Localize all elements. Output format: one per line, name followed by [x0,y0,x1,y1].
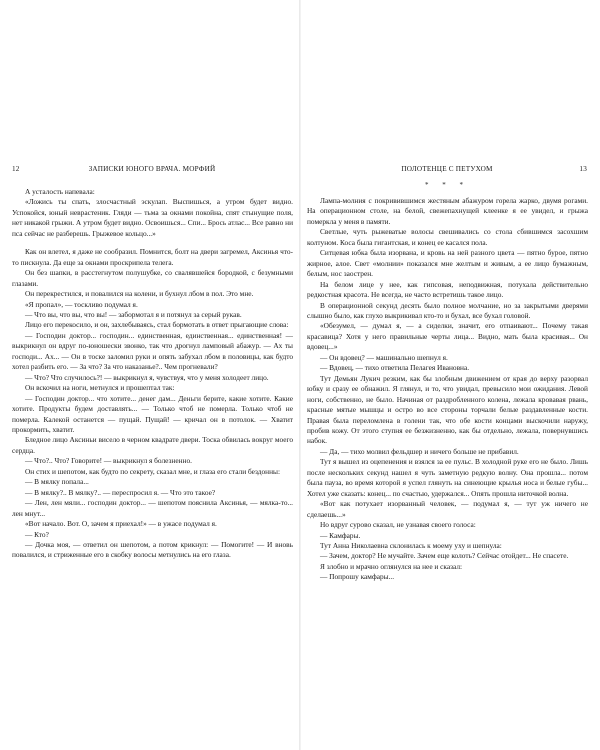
paragraph: Тут Демьян Лукич резким, как бы злобным движением от края до верху разорвал юбку и сразу ее обнажил. Я глянул, и то, что увидал, превысило мои ожидания. Левой ноги, собственно, не было. Начиная от раздробленного колена, лежала кровавая рвань, красные мятые мышцы и остро во все стороны торчали белые раздавленные кости. Правая была переломлена в голени так, что обе кости концами выскочили наружу, пробив кожу. От этого ступня ее безжизненно, как бы отдельно, лежала, повернувшись набок. [307,373,588,446]
paragraph: Тут Анна Николаевна склонилась к моему уху и шепнула: [320,540,502,550]
paragraph: «Обезумел, — думал я, — а сиделки, значит, его отпаивают... Почему такая красавица? Хотя у него правильные черты лица... Видно, мать была красивая... Он вдовец...» [307,321,588,352]
paragraph: — Да, — тихо молвил фельдшер и ничего больше не прибавил. [320,446,519,456]
paragraph: — Вдовец, — тихо ответила Пелагея Ивановна. [320,363,470,373]
paragraph: Он вскочил на ноги, метнулся и прошептал так: [25,383,175,393]
paragraph: Лицо его перекосило, и он, захлебываясь, стал бормотать в ответ прыгающие слова: [25,320,289,330]
paragraph: — Кто? [25,529,49,539]
paragraph: На белом лице у нее, как гипсовая, неподвижная, потухала действительно редкостная красота. Не всегда, не часто встретишь такое лицо. [307,279,588,300]
paragraph: Лампа-молния с покривившимся жестяным абажуром горела жарко, двумя рогами. На операционном столе, на белой, свежепахнущей клеенке я ее увидел, и грыжа померкла у меня в памяти. [307,196,588,226]
right-running-head: ПОЛОТЕНЦЕ С ПЕТУХОМ [401,165,493,173]
paragraph: — Что?.. Что? Говорите! — выкрикнул я болезненно. [25,456,192,466]
right-page-body [307,196,588,583]
paragraph: — В мялку попала... [25,477,89,487]
book-gutter [299,0,301,750]
paragraph: Он перекрестился, и повалился на колени, и бухнул лбом в пол. Это мне. [25,289,254,299]
left-page [12,0,297,750]
left-running-head: ЗАПИСКИ ЮНОГО ВРАЧА. МОРФИЙ [88,165,216,173]
paragraph: Бледное лицо Аксиньи висело в черном квадрате двери. Тоска обвилась вокруг моего сердца. [12,435,293,455]
paragraph: «Я пропал», — тоскливо подумал я. [25,299,138,309]
paragraph: В операционной секунд десять было полное молчание, но за закрытыми дверями слышно было, как глухо выкрикивал кто-то и бухал, все бухал головой. [307,300,588,320]
paragraph: — Господин доктор... что хотите... денег дам... Деньги берите, какие хотите. Какие хотите. Продукты будем доставлять... — Только чтоб не померла. Только чтоб не померла. Калекой останется — пущай. Пущай! — кричал он в потолок. — Хватит прокормить, хватит. [12,393,293,434]
paragraph: Тут я вышел из оцепенения и взялся за ее пульс. В холодной руке его не было. Лишь после нескольких секунд нашел я чуть заметную редкую волну. Она прошла... потом была пауза, во время которой я успел глянуть на синеющие крылья носа и белые губы... Хотел уже сказать: конец... по счастью, удержался... Опять прошла ниточкой волна. [307,457,588,498]
paragraph: Ситцевая юбка была изорвана, и кровь на ней разного цвета — пятно бурое, пятно жирное, алое. Свет «молнии» показался мне желтым и живым, а ее лицо бумажным, белым, нос заострен. [307,248,588,279]
right-page-header [307,165,587,177]
paragraph: — Господин доктор... господин... единственная, единственная... единственная! — выкрикнул он вдруг по-юношески звонко, так что дрогнул ламповый абажур. — Ах ты господи... Ах... — Он в тоске заломил руки и опять забухал лбом в половицы, как будто хотел разбить его. — За что? За что наказанье?.. Чем прогневали? [12,330,293,372]
right-page-number: 13 [579,165,587,173]
paragraph: «Вот начало. Вот. О, зачем я приехал!» — в ужасе подумал я. [25,519,217,529]
paragraph: «Ложись ты спать, злосчастный эскулап. Выспишься, а утром будет видно. Успокойся, юный неврастеник. Гляди — тьма за окнами покойна, спят стынущие поля, нет никакой грыжи. А утром будет видно. Освоишься... Спи... Брось атлас... Все равно ни пса сейчас не разберешь. Грыжевое кольцо...» [12,197,293,238]
right-page [307,0,592,750]
paragraph: — В мялку?.. В мялку?.. — переспросил я. — Что это такое? [25,487,216,497]
paragraph: — Он вдовец? — машинально шепнул я. [320,352,448,362]
paragraph: Но вдруг сурово сказал, не узнавая своего голоса: [320,520,476,530]
paragraph: Я злобно и мрачно оглянулся на нее и сказал: [320,561,463,571]
paragraph: — Что вы, что вы, что вы! — забормотал я и потянул за серый рукав. [25,309,242,319]
left-page-body [12,187,293,561]
left-page-number: 12 [12,165,20,173]
paragraph: — Зачем, доктор? Не мучайте. Зачем еще колоть? Сейчас отойдет... Не спасете. [320,551,569,561]
left-page-header [12,165,292,177]
paragraph: — Лен, лен мяли... господин доктор... — шепотом пояснила Аксинья, — мялка-то... лен мнут... [12,498,293,518]
paragraph: Он стих и шепотом, как будто по секрету, сказал мне, и глаза его стали бездонны: [25,466,280,476]
paragraph: А усталость напевала: [25,187,95,196]
paragraph: — Что? Что случилось?! — выкрикнул я, чувствуя, что у меня холодеет лицо. [25,372,269,382]
paragraph: «Вот как потухает изорванный человек, — подумал я, — тут уж ничего не сделаешь...» [307,499,588,519]
paragraph: Он без шапки, в расстегнутом полушубке, со свалявшейся бородкой, с безумными глазами. [12,268,293,288]
paragraph: Светлые, чуть рыжеватые волосы свешивались со стола сбившимся засохшим колтуном. Коса была гигантская, и конец ее касался пола. [307,227,588,247]
paragraph: — Дочка моя, — ответил он шепотом, а потом крикнул: — Помогите! — И вновь повалился, и стриженные его в скобку волосы метнулись на его глаза. [12,539,293,560]
paragraph: Как он влетел, я даже не сообразил. Помнится, болт на двери загремел, Аксинья что-то пискнула. Да еще за окнами проскрипела телега. [12,247,293,267]
paragraph: — Камфары. [320,530,361,540]
section-break: * * * [425,181,469,189]
paragraph: — Попрошу камфары... [320,572,395,582]
